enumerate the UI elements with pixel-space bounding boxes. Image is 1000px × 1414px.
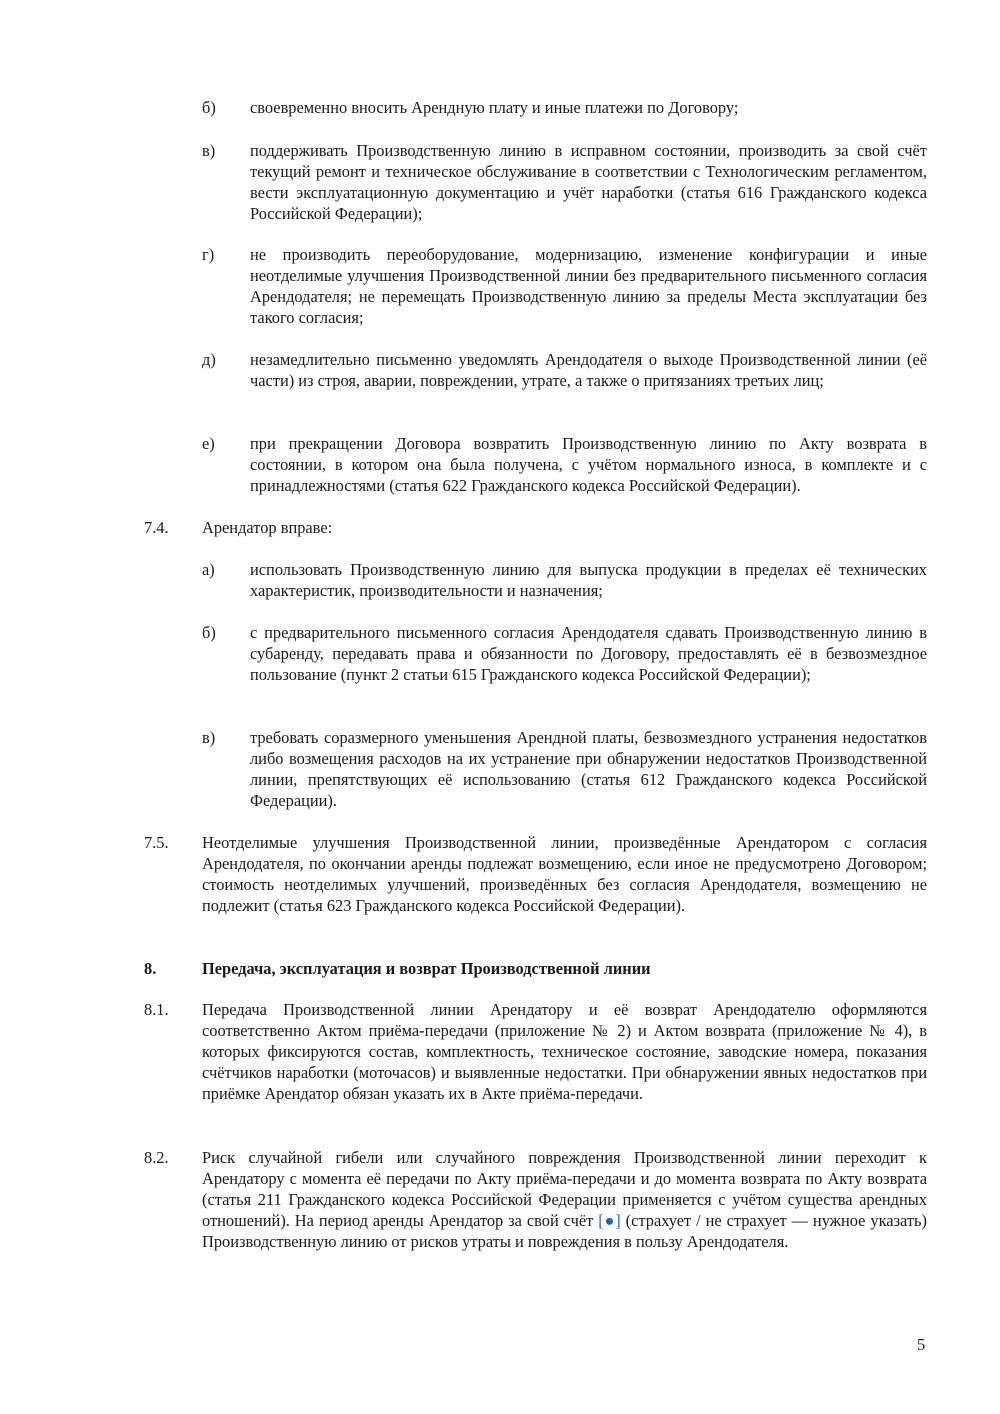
list-item-text: требовать соразмерного уменьшения Арендной платы, безвозмездного устранения недостатков либо возмещения расходов на их устранение при обнаружении недостатков Производственной линии, препятствующих её использованию (статья 612 Гражданского кодекса Российской Федерации).: [250, 728, 927, 810]
list-item-label: в): [202, 141, 216, 160]
page-number: 5: [917, 1335, 926, 1354]
list-item-label: б): [202, 623, 216, 642]
list-item-text: использовать Производственную линию для выпуска продукции в пределах её технических характеристик, производительности и назначения;: [250, 560, 927, 600]
list-item-text: незамедлительно письменно уведомлять Арендодателя о выходе Производственной линии (её части) из строя, аварии, повреждении, утрате, а также о притязаниях третьих лиц;: [250, 350, 927, 390]
list-item-text: при прекращении Договора возвратить Производственную линию по Акту возврата в состоянии, в котором она была получена, с учётом нормального износа, в комплекте и с принадлежностями (статья 622 Гражданского кодекса Российской Федерации).: [250, 434, 927, 495]
clause-number: 7.5.: [144, 833, 169, 852]
clause-text-part: Риск случайной гибели или случайного повреждения Производственной линии переходит к Арендатору с момента её передачи по Акту приёма-передачи и до момента возврата по Акту возврата (статья 211 Гражданского кодекса Российской Федерации применяется с учётом существа арендных отношений). На период аренды Арендатор за свой счёт: [202, 1148, 927, 1230]
list-item-label: б): [202, 98, 216, 117]
section-number: 8.: [144, 959, 157, 978]
list-item-label: а): [202, 560, 215, 579]
list-item-text: своевременно вносить Арендную плату и иные платежи по Договору;: [250, 98, 739, 117]
clause-number: 7.4.: [144, 518, 169, 537]
section-heading: Передача, эксплуатация и возврат Производственной линии: [202, 959, 651, 978]
clause-text: Передача Производственной линии Арендатору и её возврат Арендодателю оформляются соответственно Актом приёма-передачи (приложение № 2) и Актом возврата (приложение № 4), в которых фиксируются состав, комплектность, техническое состояние, заводские номера, показания счётчиков наработки (моточасов) и выявленные недостатки. При обнаружении явных недостатков при приёмке Арендатор обязан указать их в Акте приёма-передачи.: [202, 1000, 927, 1103]
clause-text: Неотделимые улучшения Производственной линии, произведённые Арендатором с согласия Арендодателя, по окончании аренды подлежат возмещению, если иное не предусмотрено Договором; стоимость неотделимых улучшений, произведённых без согласия Арендодателя, возмещению не подлежит (статья 623 Гражданского кодекса Российской Федерации).: [202, 833, 927, 915]
clause-text: Арендатор вправе:: [202, 518, 333, 537]
list-item-label: в): [202, 728, 216, 747]
list-item-text: с предварительного письменного согласия Арендодателя сдавать Производственную линию в субаренду, передавать права и обязанности по Договору, предоставлять её в безвозмездное пользование (пункт 2 статьи 615 Гражданского кодекса Российской Федерации);: [250, 623, 927, 684]
list-item-label: г): [202, 245, 215, 264]
list-item-text: поддерживать Производственную линию в исправном состоянии, производить за свой счёт текущий ремонт и техническое обслуживание в соответствии с Технологическим регламентом, вести эксплуатационную документацию и учёт наработки (статья 616 Гражданского кодекса Российской Федерации);: [250, 141, 927, 223]
list-item-text: не производить переоборудование, модернизацию, изменение конфигурации и иные неотделимые улучшения Производственной линии без предварительного письменного согласия Арендодателя; не перемещать Производственную линию за пределы Места эксплуатации без такого согласия;: [250, 245, 927, 327]
clause-number: 8.1.: [144, 1000, 169, 1019]
clause-number: 8.2.: [144, 1148, 169, 1167]
list-item-label: д): [202, 350, 216, 369]
list-item-label: е): [202, 434, 215, 453]
clause-text: [202, 1147, 927, 1252]
fill-in-placeholder: [●]: [598, 1211, 621, 1230]
clause-text-part: (страхует / не страхует — нужное указать) Производственную линию от рисков утраты и повреждения в пользу Арендодателя.: [202, 1211, 927, 1251]
